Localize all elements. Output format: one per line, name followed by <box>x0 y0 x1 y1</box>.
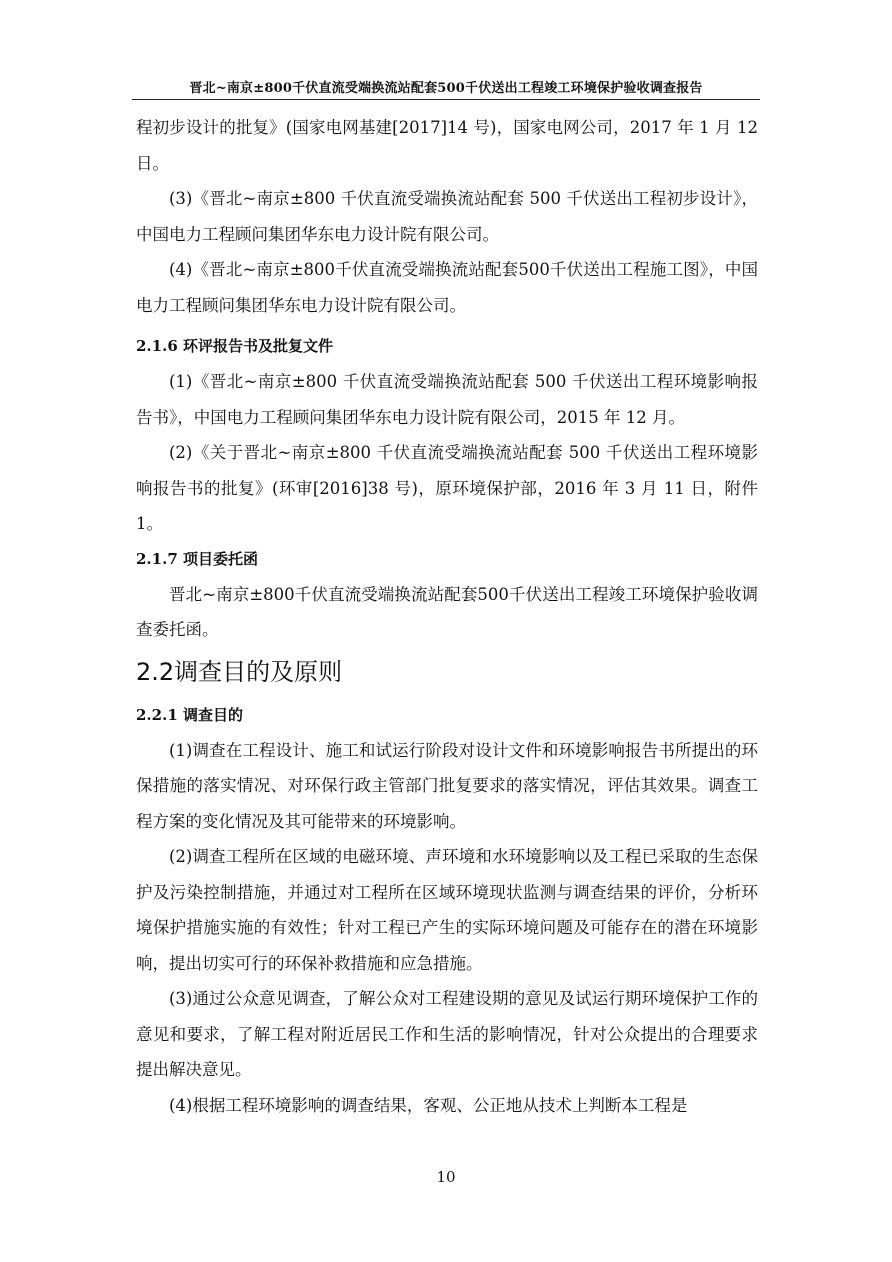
paragraph-continuation: 程初步设计的批复》(国家电网基建[2017]14 号)，国家电网公司，2017 年 1 月 12 日。 <box>136 118 758 173</box>
paragraph-eia-report: (1)《晋北~南京±800 千伏直流受端换流站配套 500 千伏送出工程环境影响报告书》，中国电力工程顾问集团华东电力设计院有限公司，2015 年 12 月。 <box>136 372 758 427</box>
section-heading-2-1-6: 2.1.6 环评报告书及批复文件 <box>136 337 333 355</box>
page-number: 10 <box>436 1168 456 1186</box>
header-rule <box>132 99 760 100</box>
paragraph-entrustment-letter: 晋北~南京±800千伏直流受端换流站配套500千伏送出工程竣工环境保护验收调查委托函。 <box>136 584 758 639</box>
section-heading-2-2: 2.2调查目的及原则 <box>136 657 343 686</box>
paragraph-purpose-3: (3)通过公众意见调查，了解公众对工程建设期的意见及试运行期环境保护工作的意见和要求，了解工程对附近居民工作和生活的影响情况，针对公众提出的合理要求提出解决意见。 <box>136 989 758 1079</box>
paragraph-reference-4: (4)《晋北~南京±800千伏直流受端换流站配套500千伏送出工程施工图》，中国电力工程顾问集团华东电力设计院有限公司。 <box>136 260 758 315</box>
paragraph-purpose-1: (1)调查在工程设计、施工和试运行阶段对设计文件和环境影响报告书所提出的环保措施的落实情况、对环保行政主管部门批复要求的落实情况，评估其效果。调查工程方案的变化情况及其可能带来的环境影响。 <box>136 740 758 831</box>
running-header-title: 晋北~南京±800千伏直流受端换流站配套500千伏送出工程竣工环境保护验收调查报告 <box>189 81 703 96</box>
paragraph-purpose-4: (4)根据工程环境影响的调查结果，客观、公正地从技术上判断本工程是 <box>169 1095 688 1115</box>
section-heading-2-1-7: 2.1.7 项目委托函 <box>136 549 258 568</box>
paragraph-purpose-2: (2)调查工程所在区域的电磁环境、声环境和水环境影响以及工程已采取的生态保护及污染控制措施，并通过对工程所在区域环境现状监测与调查结果的评价，分析环境保护措施实施的有效性；针对工程已产生的实际环境问题及可能存在的潜在环境影响，提出切实可行的环保补救措施和应急措施。 <box>136 847 758 973</box>
paragraph-reference-3: (3)《晋北~南京±800 千伏直流受端换流站配套 500 千伏送出工程初步设计》，中国电力工程顾问集团华东电力设计院有限公司。 <box>136 189 758 244</box>
paragraph-eia-approval: (2)《关于晋北~南京±800 千伏直流受端换流站配套 500 千伏送出工程环境影响报告书的批复》(环审[2016]38 号)，原环境保护部，2016 年 3 月 11 日，附件 1。 <box>136 443 758 533</box>
section-heading-2-2-1: 2.2.1 调查目的 <box>136 705 243 724</box>
page-body <box>136 110 758 1123</box>
